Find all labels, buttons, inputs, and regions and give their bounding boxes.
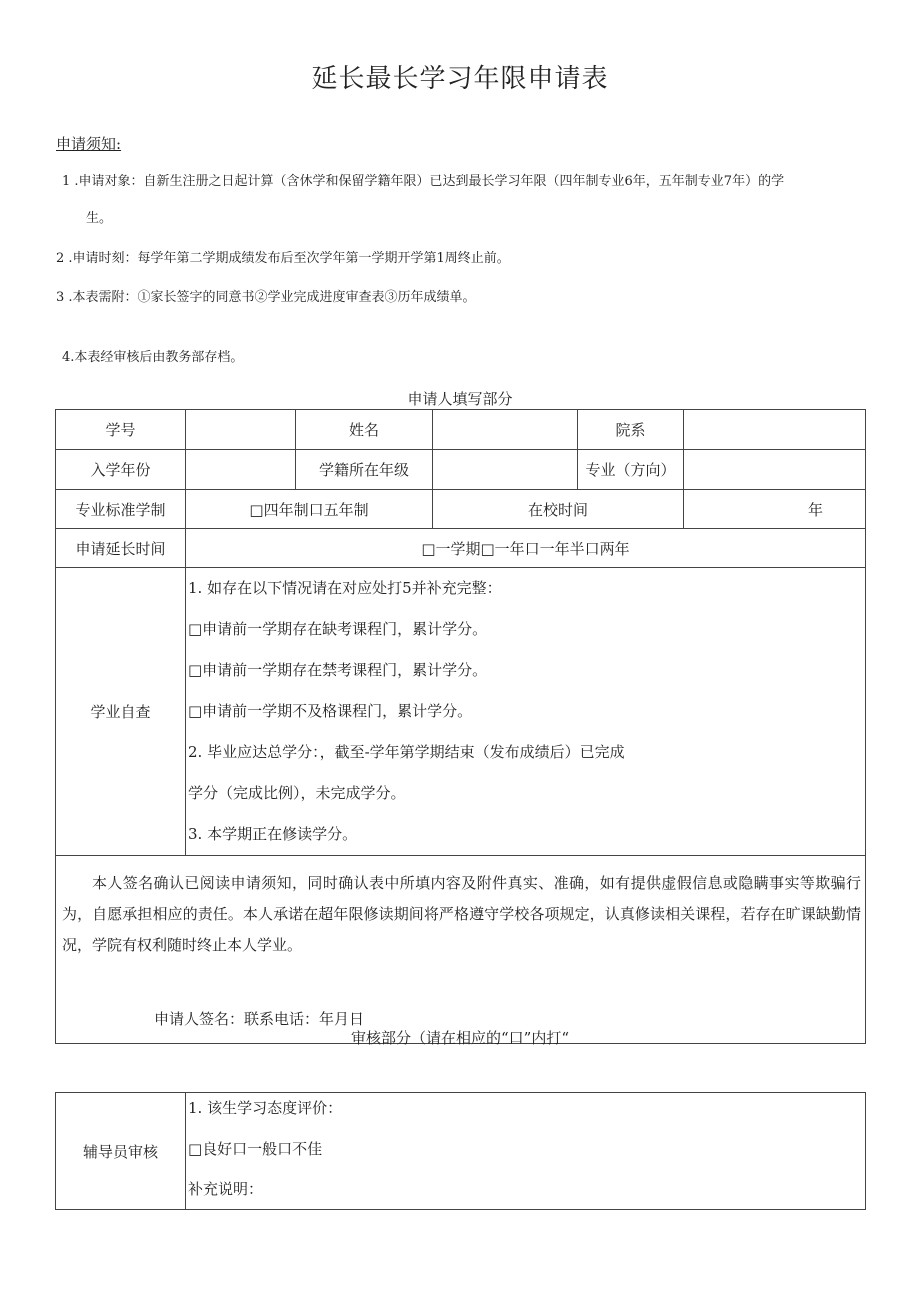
name-field[interactable] — [433, 410, 578, 450]
self-check-failed-option[interactable]: □申请前一学期不及格课程门，累计学分。 — [188, 702, 473, 720]
school-time-label: 在校时间 — [433, 490, 684, 529]
major-field[interactable] — [684, 450, 866, 490]
standard-duration-label: 专业标准学制 — [56, 490, 186, 529]
name-label: 姓名 — [296, 410, 433, 450]
attitude-eval-label: 1. 该生学习态度评价： — [188, 1099, 343, 1117]
attitude-eval-options[interactable]: □良好口一般口不佳 — [188, 1140, 323, 1158]
supplement-note[interactable]: 补充说明： — [188, 1180, 264, 1198]
counselor-review-label: 辅导员审核 — [56, 1093, 186, 1210]
extension-time-label: 申请延长时间 — [56, 529, 186, 568]
enrollment-year-label: 入学年份 — [56, 450, 186, 490]
department-label: 院系 — [578, 410, 684, 450]
review-section-label: 审核部分（请在相应的“口”内打“ — [350, 1029, 569, 1047]
notice-item-1: 1 .申请对象：自新生注册之日起计算（含休学和保留学籍年限）已达到最长学习年限（四年制专业6年，五年制专业7年）的学 — [62, 174, 785, 189]
notice-item-1-cont: 生。 — [86, 211, 113, 226]
extension-time-options[interactable]: □一学期□一年口一年半口两年 — [186, 529, 866, 568]
grade-label: 学籍所在年级 — [296, 450, 433, 490]
notice-item-4: 4.本表经审核后由教务部存档。 — [62, 350, 244, 365]
page-title: 延长最长学习年限申请表 — [311, 64, 609, 94]
self-check-line: 2. 毕业应达总学分：，截至-学年第学期结束（发布成绩后）已完成 — [188, 743, 625, 761]
self-check-content — [186, 568, 866, 856]
department-field[interactable] — [684, 410, 866, 450]
self-check-banned-option[interactable]: □申请前一学期存在禁考课程门，累计学分。 — [188, 661, 488, 679]
applicant-statement: 本人签名确认已阅读申请须知，同时确认表中所填内容及附件真实、准确，如有提供虚假信息或隐瞒事实等欺骗行为，自愿承担相应的责任。本人承诺在超年限修读期间将严格遵守学校各项规定，认真修读相关课程，若存在旷课缺勤情况，学院有权利随时终止本人学业。 — [62, 874, 861, 954]
major-label: 专业（方向） — [578, 450, 684, 490]
review-table — [55, 1092, 866, 1210]
self-check-line: 学分（完成比例），未完成学分。 — [188, 784, 406, 802]
grade-field[interactable] — [433, 450, 578, 490]
student-id-field[interactable] — [186, 410, 296, 450]
year-unit: 年 — [807, 500, 823, 519]
student-id-label: 学号 — [56, 410, 186, 450]
counselor-review-content — [186, 1093, 866, 1210]
self-check-absence-option[interactable]: □申请前一学期存在缺考课程门，累计学分。 — [188, 620, 488, 638]
enrollment-year-field[interactable] — [186, 450, 296, 490]
applicant-table — [55, 409, 866, 1044]
school-time-field[interactable] — [684, 490, 866, 529]
applicant-section-label: 申请人填写部分 — [407, 390, 513, 408]
signature-line: 申请人签名：联系电话：年月日 — [154, 1010, 365, 1028]
statement-cell — [56, 856, 866, 1044]
self-check-line: 1. 如存在以下情况请在对应处打5并补充完整： — [188, 579, 502, 597]
notice-item-3: 3 .本表需附：①家长签字的同意书②学业完成进度审查表③历年成绩单。 — [56, 290, 476, 305]
self-check-label: 学业自查 — [56, 568, 186, 856]
self-check-line: 3. 本学期正在修读学分。 — [188, 825, 358, 843]
notice-item-2: 2 .申请时刻：每学年第二学期成绩发布后至次学年第一学期开学第1周终止前。 — [56, 251, 510, 266]
notice-heading: 申请须知: — [56, 135, 122, 153]
standard-duration-options[interactable]: □四年制口五年制 — [186, 490, 433, 529]
